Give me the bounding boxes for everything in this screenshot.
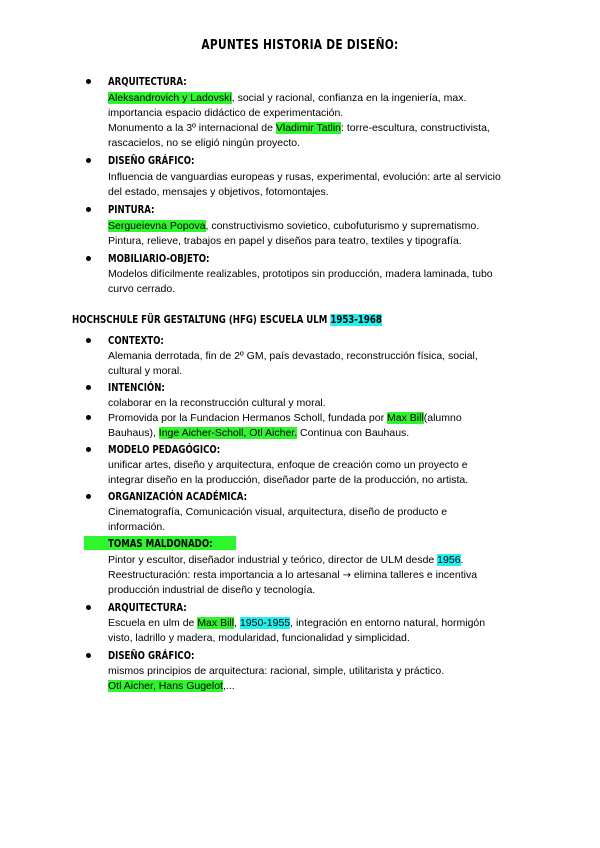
highlight-green: Otl Aicher, Hans Gugelot <box>108 680 223 692</box>
bullet-icon <box>86 256 91 261</box>
text-line: información. <box>108 521 166 533</box>
text-line: Aleksandrovich y Ladovski, social y racional, confianza en la ingeniería, max. <box>108 92 467 104</box>
highlight-cyan: 1953-1968 <box>330 314 382 326</box>
highlight-green: Inge Aicher-Scholl, Otl Aicher. <box>158 427 298 439</box>
bullet-icon <box>86 207 91 212</box>
highlight-green: Sergueievna Popova <box>108 220 206 232</box>
heading-organizacion-academica: ORGANIZACIÓN ACADÉMICA: <box>108 491 248 503</box>
text-line: importancia espacio didáctico de experimentación. <box>108 107 344 119</box>
highlight-cyan: 1956 <box>437 554 461 566</box>
text-line: Reestructuración: resta importancia a lo artesanal → elimina talleres e incentiva <box>108 569 478 581</box>
bullet-icon <box>86 494 91 499</box>
text-line: mismos principios de arquitectura: racional, simple, utilitarista y práctico. <box>108 665 445 677</box>
heading-intencion: INTENCIÓN: <box>108 382 165 394</box>
section-heading-hfg-ulm: HOCHSCHULE FÜR GESTALTUNG (HFG) ESCUELA ULM 1953-1968 <box>72 314 382 326</box>
text-line: producción industrial de diseño y tecnología. <box>108 584 316 596</box>
heading-diseno-grafico-ulm: DISEÑO GRÁFICO: <box>108 650 195 662</box>
highlight-green: Vladimir Tatlin <box>275 122 342 134</box>
heading-tomas-maldonado: TOMAS MALDONADO: <box>84 536 236 550</box>
bullet-icon <box>86 605 91 610</box>
page-title: APUNTES HISTORIA DE DISEÑO: <box>201 38 399 53</box>
text-line: cultural y moral. <box>108 365 183 377</box>
text-line: unificar artes, diseño y arquitectura, enfoque de creación como un proyecto e <box>108 459 468 471</box>
text-line: Promovida por la Fundacion Hermanos Scholl, fundada por Max Bill(alumno <box>108 412 462 424</box>
text-line: Pintura, relieve, trabajos en papel y diseños para teatro, textiles y tipografía. <box>108 235 462 247</box>
text-line: Escuela en ulm de Max Bill, 1950-1955, integración en entorno natural, hormigón <box>108 617 486 629</box>
heading-pintura: PINTURA: <box>108 204 155 216</box>
text-line: colaborar en la reconstrucción cultural y moral. <box>108 397 326 409</box>
text-line: Alemania derrotada, fin de 2º GM, país devastado, reconstrucción física, social, <box>108 350 478 362</box>
text-line: Modelos difícilmente realizables, prototipos sin producción, madera laminada, tubo <box>108 268 493 280</box>
highlight-green: Max Bill <box>387 412 424 424</box>
text-line: visto, ladrillo y madera, modularidad, funcionalidad y simplicidad. <box>108 632 410 644</box>
text-line: curvo cerrado. <box>108 283 176 295</box>
heading-arquitectura: ARQUITECTURA: <box>108 76 187 88</box>
text-line: Influencia de vanguardias europeas y rusas, experimental, evolución: arte al servicio <box>108 171 501 183</box>
bullet-icon <box>86 415 91 420</box>
text-line: rascacielos, no se eligió ningún proyecto. <box>108 137 301 149</box>
highlight-green: Max Bill <box>197 617 235 629</box>
text-line: Cinematografía, Comunicación visual, arquitectura, diseño de producto e <box>108 506 448 518</box>
highlight-cyan: 1950-1955 <box>239 617 291 629</box>
text-line: Pintor y escultor, diseñador industrial y teórico, director de ULM desde 1956. <box>108 554 464 566</box>
heading-mobiliario-objeto: MOBILIARIO-OBJETO: <box>108 253 210 265</box>
text-line: del estado, mensajes y objetivos, fotomontajes. <box>108 186 329 198</box>
bullet-icon <box>86 447 91 452</box>
text-line: Monumento a la 3º internacional de Vladimir Tatlin: torre-escultura, constructivista, <box>108 122 490 134</box>
heading-contexto: CONTEXTO: <box>108 335 164 347</box>
heading-modelo-pedagogico: MODELO PEDAGÓGICO: <box>108 444 221 456</box>
arrow-right-icon: → <box>342 570 352 581</box>
highlight-green: Aleksandrovich y Ladovski <box>108 92 232 104</box>
bullet-icon <box>86 338 91 343</box>
text-line: Otl Aicher, Hans Gugelot,... <box>108 680 235 692</box>
text-line: Sergueievna Popova, constructivismo sovietico, cubofuturismo y suprematismo. <box>108 220 480 232</box>
heading-arquitectura-ulm: ARQUITECTURA: <box>108 602 187 614</box>
text-line: integrar diseño en la producción, diseñador parte de la producción, no artista. <box>108 474 469 486</box>
text-line: Bauhaus), Inge Aicher-Scholl, Otl Aicher. Continua con Bauhaus. <box>108 427 410 439</box>
bullet-icon <box>86 79 91 84</box>
bullet-icon <box>86 385 91 390</box>
heading-diseno-grafico: DISEÑO GRÁFICO: <box>108 155 195 167</box>
bullet-icon <box>86 158 91 163</box>
bullet-icon <box>86 653 91 658</box>
